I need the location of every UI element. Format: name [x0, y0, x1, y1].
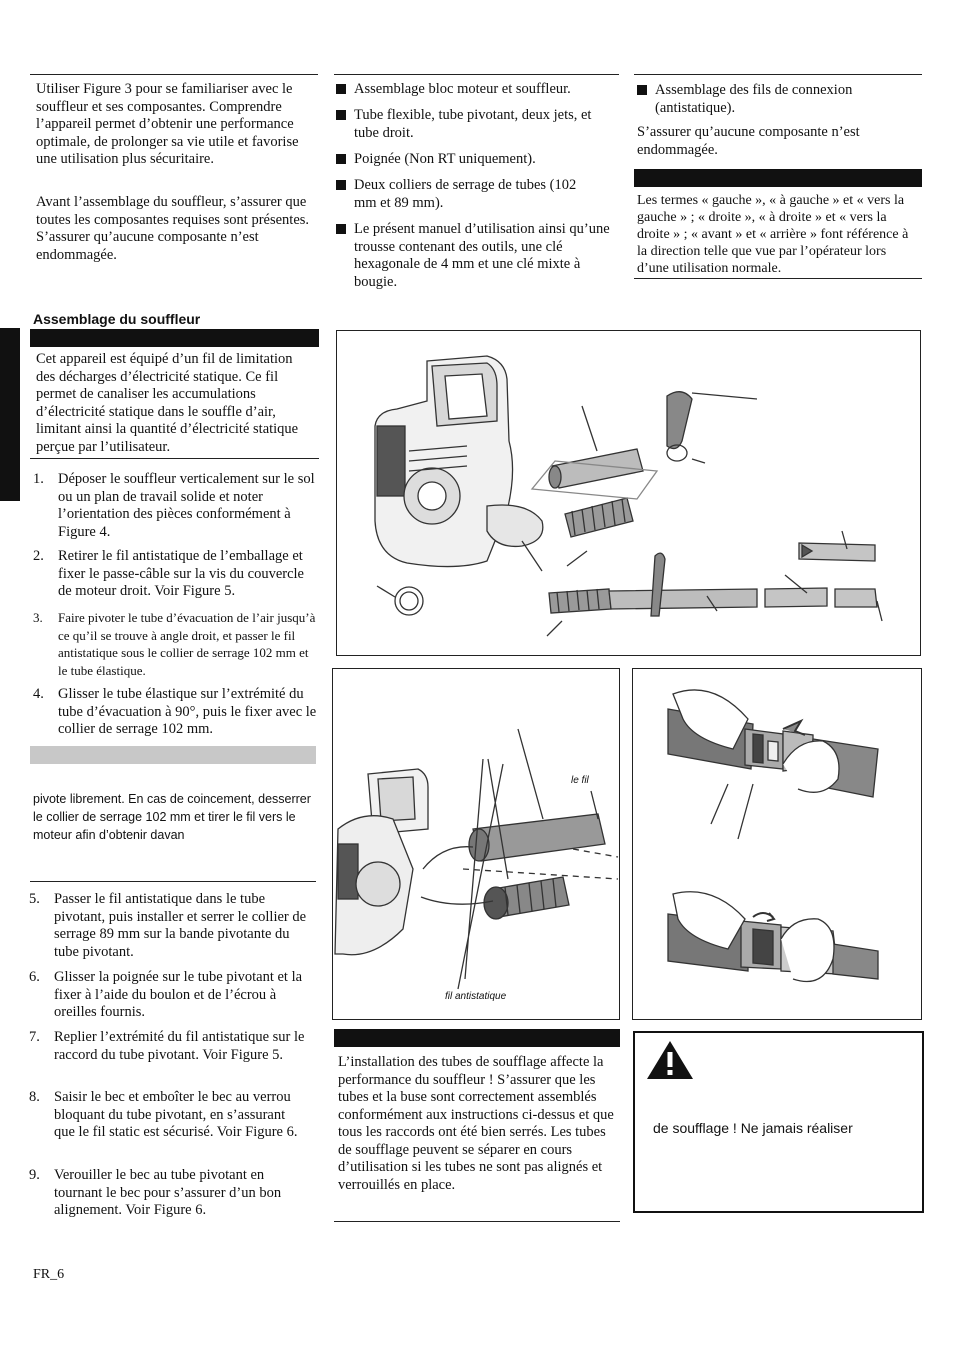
section-title: Assemblage du souffleur: [33, 311, 201, 327]
warning-text: de soufflage ! Ne jamais réaliser: [653, 1120, 853, 1136]
section-tab: [0, 328, 20, 501]
figure-antistatic-wire: [332, 668, 620, 1020]
direction-note: Les termes « gauche », « à gauche » et « vers la gauche » ; « droite », « à droite » et « vers la droite » ; « avant » et « arrière » font référence à la direction telle que vue par l’opérateur lors d’une utilisation normale.: [637, 193, 909, 276]
warning-box: [633, 1031, 924, 1213]
intro-paragraph-1: Utiliser Figure 3 pour se familiariser avec le souffleur et ses composantes. Comprendre l’appareil permet d’obtenir une performance optimale, de prolonger sa vie utile et favorise une utilisation plus sécuritaire.: [36, 81, 299, 167]
figure-parts-diagram: [336, 330, 921, 656]
check-paragraph: S’assurer qu’aucune composante n’est endommagée.: [637, 124, 860, 158]
blower-parts-illustration: [337, 331, 920, 655]
note-header-bar: [30, 329, 319, 347]
intro-paragraph-2: Avant l’assemblage du souffleur, s’assurer que toutes les composantes requises sont présentes. S’assurer qu’aucune composante n’est endommagée.: [36, 194, 310, 263]
note-header-bar: [30, 746, 316, 764]
warning-triangle-icon: [645, 1039, 695, 1081]
figure-nozzle-lock: [632, 668, 922, 1020]
antistatic-wire-illustration: [333, 669, 619, 1019]
antistatic-wire-label: fil antistatique: [445, 991, 507, 1002]
tubes-note: L’installation des tubes de soufflage affecte la performance du souffleur ! S’assurer que les tubes et la buse sont correctement assemblés conformément aux instructions ci-dessus et que tous les raccords ont été bien serrés. Les tubes de soufflage peuvent se séparer en cours d’utilisation si les tubes ne sont pas alignés et verrouillés en place.: [338, 1054, 614, 1193]
page-number: FR_6: [33, 1267, 65, 1282]
wire-label: le fil: [571, 775, 589, 786]
note-header-bar: [334, 1029, 620, 1047]
nozzle-lock-illustration: [633, 669, 921, 1019]
static-note: Cet appareil est équipé d’un fil de limitation des décharges d’électricité statique. Ce fil permet de canaliser les accumulations d’électricité statique dans le souffle d’air, limitant ainsi la quantité d’électricité statique perçue par l’utilisateur.: [36, 351, 299, 455]
swivel-note: pivote librement. En cas de coincement, desserrer le collier de serrage 102 mm et tirer le fil vers le moteur afin d’obtenir davan: [33, 792, 311, 842]
note-header-bar: [634, 169, 922, 187]
